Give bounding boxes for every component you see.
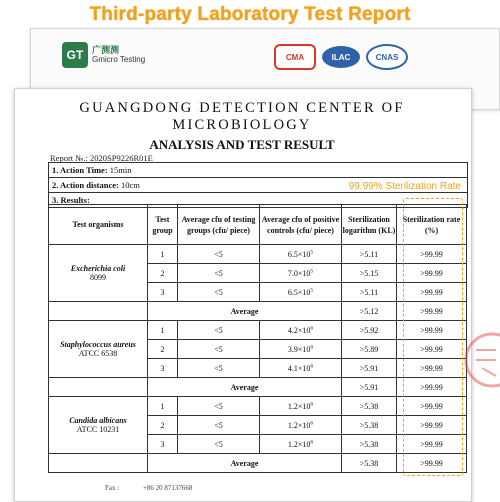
table-row: Staphylococcus aureus ATCC 6538 1 <5 $4.2\times 10^6$ >5.92 >99.99 bbox=[49, 321, 467, 340]
results-label-row: 3. Results: bbox=[49, 193, 467, 208]
average-row: Average >5.91 >99.99 bbox=[49, 378, 467, 397]
table-row: 2 <5 $1.2\times 10^6$ >5.38 >99.99 bbox=[49, 416, 467, 435]
header-control-cfu: Average cfu of positive controls (cfu/ piece) bbox=[260, 205, 342, 245]
red-stamp-icon bbox=[462, 320, 500, 400]
table-row: 3 <5 $4.1\times 10^6$ >5.91 >99.99 bbox=[49, 359, 467, 378]
organism-cell: Excherichia coli 8099 bbox=[49, 245, 148, 302]
organism-cell: Staphylococcus aureus ATCC 6538 bbox=[49, 321, 148, 378]
table-row: 2 <5 $3.9\times 10^6$ >5.89 >99.99 bbox=[49, 340, 467, 359]
action-time-row: 1. Action Time: 15min bbox=[49, 163, 467, 178]
cma-logo-icon: CMA bbox=[274, 44, 316, 70]
average-row: Average >5.12 >99.99 bbox=[49, 302, 467, 321]
action-distance-row: 2. Action distance: 10cm 99.99% Sterilization Rate bbox=[49, 178, 467, 193]
header-testing-cfu: Average cfu of testing groups (cfu/ piece) bbox=[178, 205, 260, 245]
table-row: 3 <5 $6.5\times 10^5$ >5.11 >99.99 bbox=[49, 283, 467, 302]
cnas-logo-icon: CNAS bbox=[366, 44, 408, 70]
lab-logo bbox=[62, 42, 145, 68]
table-row: 3 <5 $1.2\times 10^6$ >5.38 >99.99 bbox=[49, 435, 467, 454]
lab-name-cn: 广测测 bbox=[92, 45, 120, 55]
organism-cell: Candida albicans ATCC 10231 bbox=[49, 397, 148, 454]
report-number: Report №.: 2020SP9226R01E bbox=[50, 153, 153, 163]
header-logarithm: Sterilization logarithm (KL) bbox=[342, 205, 397, 245]
lab-logo-icon: GT bbox=[62, 42, 88, 68]
lab-name-en: Gmicro Testing bbox=[92, 55, 146, 64]
certification-logos bbox=[274, 44, 408, 70]
table-row: Candida albicans ATCC 10231 1 <5 $1.2\times 10^6$ >5.38 >99.99 bbox=[49, 397, 467, 416]
sterilization-rate-note: 99.99% Sterilization Rate bbox=[348, 181, 461, 192]
header-organisms: Test organisms bbox=[49, 205, 148, 245]
ilac-logo-icon: ILAC bbox=[322, 46, 360, 68]
average-row: Average >5.38 >99.99 bbox=[49, 454, 467, 473]
table-row: Excherichia coli 8099 1 <5 $6.5\times 10^5$ >5.11 >99.99 bbox=[49, 245, 467, 264]
header-group: Test group bbox=[148, 205, 178, 245]
org-title: GUANGDONG DETECTION CENTER OF MICROBIOLOGY bbox=[79, 100, 405, 133]
section-title: ANALYSIS AND TEST RESULT bbox=[149, 137, 335, 152]
banner-title: Third-party Laboratory Test Report bbox=[89, 4, 411, 25]
table-row: 2 <5 $7.0\times 10^5$ >5.15 >99.99 bbox=[49, 264, 467, 283]
header-rate: Sterilization rate (%) bbox=[397, 205, 467, 245]
rate-column-highlight bbox=[403, 198, 463, 476]
fax-line: Fax : +86 20 87137668 bbox=[105, 484, 193, 492]
